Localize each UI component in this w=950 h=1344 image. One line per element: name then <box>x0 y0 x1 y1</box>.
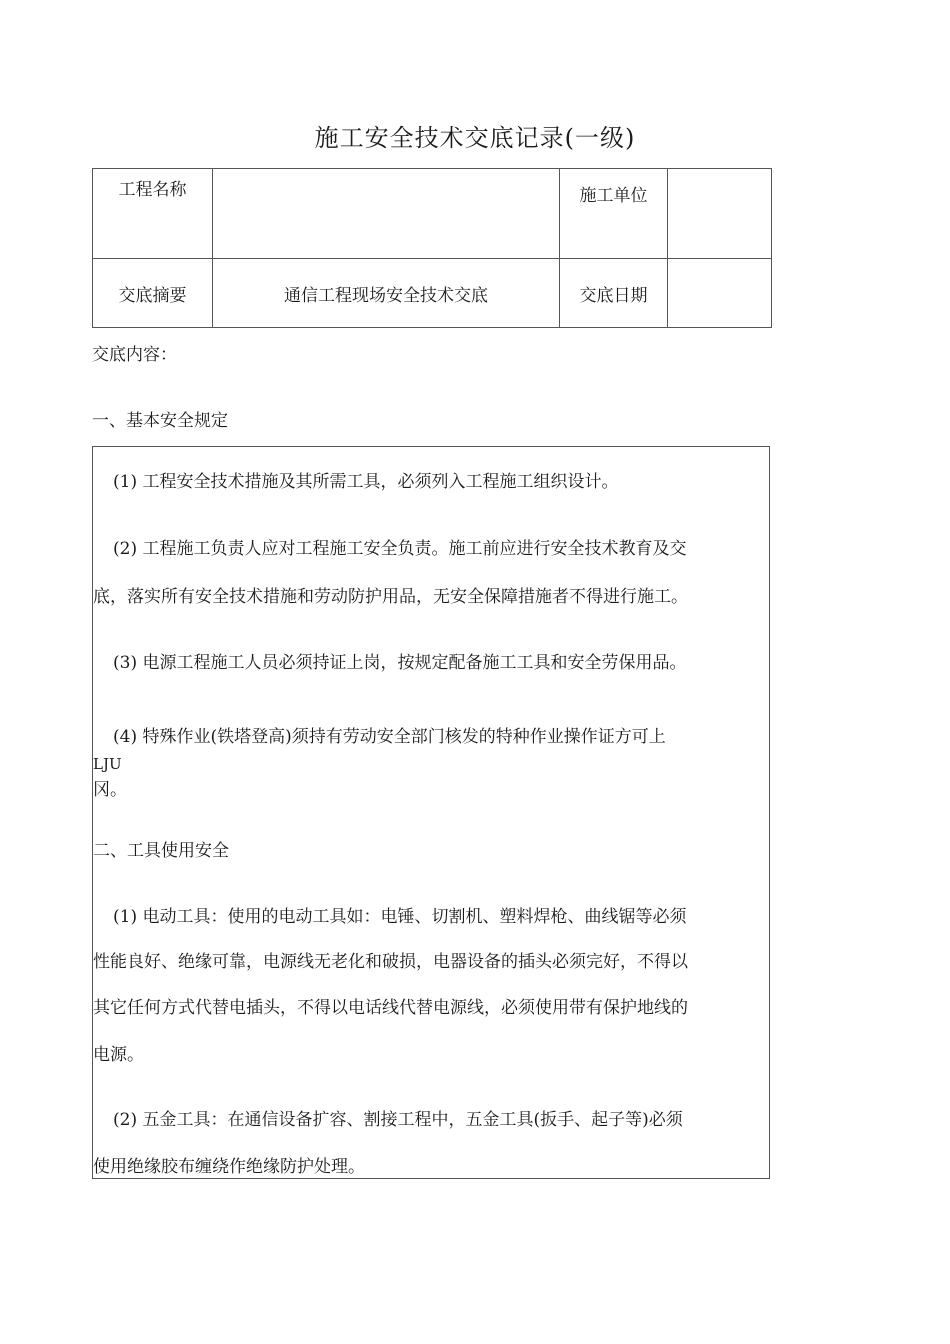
summary-value: 通信工程现场安全技术交底 <box>213 259 560 328</box>
section2-heading: 二、工具使用安全 <box>93 841 229 861</box>
section1-item4-line2: LJU <box>93 755 122 773</box>
content-label: 交底内容： <box>92 345 177 365</box>
summary-label: 交底摘要 <box>93 259 213 328</box>
section2-item1-line1: (1) 电动工具：使用的电动工具如：电锤、切割机、塑料焊枪、曲线锯等必须 <box>113 907 687 927</box>
section1-item4-line3: 冈。 <box>93 780 127 800</box>
header-row-project <box>93 169 772 259</box>
section1-item1: (1) 工程安全技术措施及其所需工具，必须列入工程施工组织设计。 <box>113 472 619 492</box>
project-name-label-cell <box>93 169 213 259</box>
project-name-value <box>213 169 560 259</box>
section1-heading: 一、基本安全规定 <box>92 411 228 431</box>
section2-item2-line2: 使用绝缘胶布缠绕作绝缘防护处理。 <box>93 1157 365 1177</box>
section2-item2-line1: (2) 五金工具：在通信设备扩容、割接工程中，五金工具(扳手、起子等)必须 <box>113 1110 683 1130</box>
date-label: 交底日期 <box>560 259 668 328</box>
header-table <box>92 168 772 328</box>
section1-item3: (3) 电源工程施工人员必须持证上岗，按规定配备施工工具和安全劳保用品。 <box>113 653 687 673</box>
section2-item1-line2: 性能良好、绝缘可靠，电源线无老化和破损，电器设备的插头必须完好，不得以 <box>93 952 688 972</box>
section1-item4-line1: (4) 特殊作业(铁塔登高)须持有劳动安全部门核发的特种作业操作证方可上 <box>113 727 666 747</box>
section1-item2-line2: 底，落实所有安全技术措施和劳动防护用品，无安全保障措施者不得进行施工。 <box>93 587 688 607</box>
section2-item1-line3: 其它任何方式代替电插头，不得以电话线代替电源线，必须使用带有保护地线的 <box>93 998 688 1018</box>
construction-unit-label-cell <box>560 169 668 259</box>
construction-unit-label: 施工单位 <box>579 186 648 206</box>
section1-item2-line1: (2) 工程施工负责人应对工程施工安全负责。施工前应进行安全技术教育及交 <box>113 539 687 559</box>
content-box <box>92 446 770 1179</box>
section2-item1-line4: 电源。 <box>93 1045 144 1065</box>
project-name-label: 工程名称 <box>118 180 187 200</box>
document-title: 施工安全技术交底记录(一级) <box>314 124 636 152</box>
date-value <box>668 259 772 328</box>
construction-unit-value <box>668 169 772 259</box>
header-row-summary <box>93 259 772 328</box>
